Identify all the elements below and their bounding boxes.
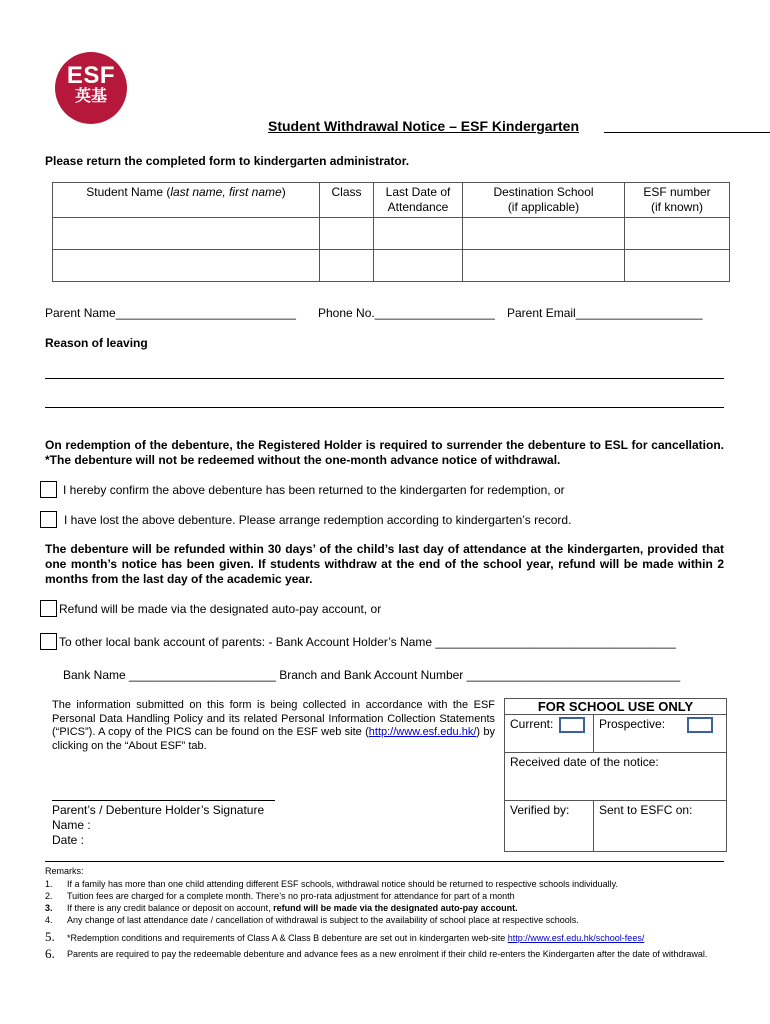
- title-rule: [604, 132, 770, 133]
- student-table: [52, 182, 730, 282]
- confirm-checkbox[interactable]: [40, 481, 57, 498]
- debenture-notice: On redemption of the debenture, the Registered Holder is required to surrender the debenture to ESL for cancellation. *The debenture will not be redeemed without the one-month advance notice of withdrawal.: [45, 438, 724, 467]
- destination-cell[interactable]: [463, 218, 625, 250]
- prospective-cell: Prospective:: [594, 715, 727, 753]
- form-instruction: Please return the completed form to kindergarten administrator.: [45, 154, 410, 168]
- signature-line[interactable]: [52, 800, 275, 801]
- table-row[interactable]: [53, 250, 730, 282]
- destination-cell[interactable]: [463, 250, 625, 282]
- list-item: 2. Tuition fees are charged for a complete month. There’s no pro-rata adjustment for attendance for part of a month: [45, 891, 515, 901]
- signature-date-label: Date :: [52, 833, 85, 847]
- signature-name-label: Name :: [52, 818, 91, 832]
- table-row[interactable]: [53, 218, 730, 250]
- list-item: 1. If a family has more than one child attending different ESF schools, withdrawal notice should be returned to respective schools individually.: [45, 879, 618, 889]
- parent-name-field[interactable]: Parent Name___________________________: [45, 306, 296, 320]
- school-use-table: [504, 698, 727, 852]
- prospective-box[interactable]: [687, 717, 713, 733]
- list-item: 6. Parents are required to pay the redeemable debenture and advance fees as a new enrolment if their child re-enters the Kindergarten after the date of withdrawal.: [45, 946, 708, 961]
- student-name-cell[interactable]: [53, 250, 320, 282]
- reason-line-2[interactable]: [45, 407, 724, 408]
- signature-label: Parent’s / Debenture Holder’s Signature: [52, 803, 265, 817]
- logo-chinese: 英基: [74, 88, 107, 105]
- list-item: 3. If there is any credit balance or deposit on account, refund will be made via the designated auto-pay account.: [45, 903, 518, 913]
- lost-option-label: I have lost the above debenture. Please arrange redemption according to kindergarten’s record.: [64, 513, 572, 527]
- other-bank-checkbox[interactable]: [40, 633, 57, 650]
- col-esf-number: ESF number (if known): [625, 183, 730, 218]
- phone-field[interactable]: Phone No.__________________: [318, 306, 495, 320]
- lost-checkbox[interactable]: [40, 511, 57, 528]
- col-destination: Destination School (if applicable): [463, 183, 625, 218]
- remarks-list: [45, 878, 725, 960]
- autopay-checkbox[interactable]: [40, 600, 57, 617]
- class-cell[interactable]: [320, 218, 374, 250]
- privacy-statement: The information submitted on this form is being collected in accordance with the ESF Personal Data Handling Policy and its related Personal Information Collection Statements (“PICS”). A copy of the PICS can be found on the ESF web site (http://www.esf.edu.hk/) by clicking on the “About ESF” tab.: [52, 699, 495, 752]
- col-student-name: Student Name (last name, first name): [53, 183, 320, 218]
- esf-logo: [55, 52, 127, 124]
- remarks-title: Remarks:: [45, 866, 84, 876]
- class-cell[interactable]: [320, 250, 374, 282]
- last-date-cell[interactable]: [374, 250, 463, 282]
- reason-label: Reason of leaving: [45, 336, 148, 350]
- autopay-option-label: Refund will be made via the designated auto-pay account, or: [59, 602, 382, 616]
- logo-latin: ESF: [66, 62, 116, 89]
- form-title: Student Withdrawal Notice – ESF Kindergarten: [268, 118, 580, 134]
- last-date-cell[interactable]: [374, 218, 463, 250]
- other-bank-option-label[interactable]: To other local bank account of parents: - Bank Account Holder’s Name ____________________________________: [59, 635, 676, 649]
- esf-number-cell[interactable]: [625, 250, 730, 282]
- esf-number-cell[interactable]: [625, 218, 730, 250]
- list-item: 4. Any change of last attendance date / cancellation of withdrawal is subject to the availability of school place at respective schools.: [45, 915, 579, 925]
- refund-notice: The debenture will be refunded within 30 days’ of the child’s last day of attendance at the kindergarten, provided that one month’s notice has been given. If students withdraw at the end of the school year, refund will be made within 2 months from the last day of the academic year.: [45, 542, 724, 586]
- verified-by-cell[interactable]: Verified by:: [505, 801, 594, 852]
- col-class: Class: [320, 183, 374, 218]
- remarks-divider: [45, 861, 724, 862]
- school-fees-link[interactable]: http://www.esf.edu.hk/school-fees/: [507, 933, 645, 943]
- current-box[interactable]: [559, 717, 585, 733]
- reason-line-1[interactable]: [45, 378, 724, 379]
- received-date-cell[interactable]: Received date of the notice:: [505, 753, 727, 801]
- esf-website-link[interactable]: http://www.esf.edu.hk/: [368, 726, 477, 738]
- list-item: 5. *Redemption conditions and requirements of Class A & Class B debenture are set out in kindergarten web-site http://www.esf.edu.hk/school-fees/: [45, 929, 645, 944]
- parent-email-field[interactable]: Parent Email___________________: [507, 306, 703, 320]
- col-last-date: Last Date of Attendance: [374, 183, 463, 218]
- sent-to-esfc-cell[interactable]: Sent to ESFC on:: [594, 801, 727, 852]
- student-name-cell[interactable]: [53, 218, 320, 250]
- table-header-row: [53, 183, 730, 218]
- current-cell: Current:: [505, 715, 594, 753]
- school-use-header: FOR SCHOOL USE ONLY: [505, 699, 727, 715]
- confirm-option-label: I hereby confirm the above debenture has been returned to the kindergarten for redemption, or: [63, 483, 565, 497]
- bank-details-line[interactable]: Bank Name ______________________ Branch and Bank Account Number ________________________________: [63, 668, 681, 682]
